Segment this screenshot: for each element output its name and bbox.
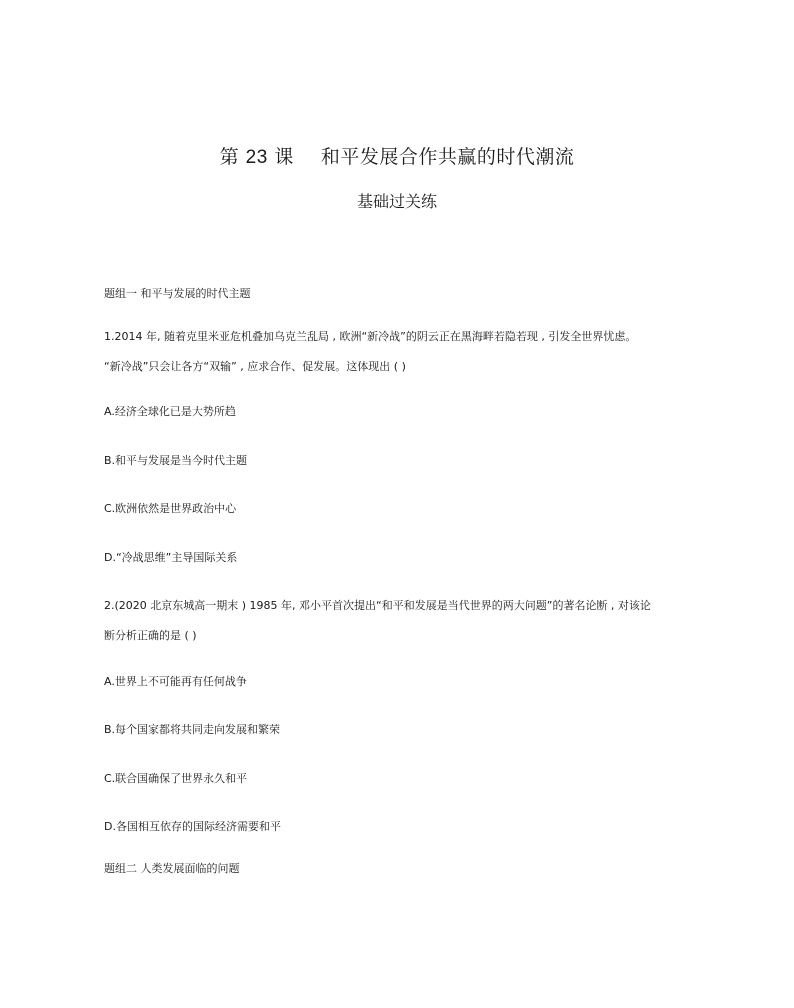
question-1-option-d: D.“冷战思维”主导国际关系 [104, 551, 238, 564]
title-prefix: 第 [219, 146, 240, 168]
question-1-option-c: C.欧洲依然是世界政治中心 [104, 502, 237, 515]
question-2-line-1: 2.(2020 北京东城高一期末 ) 1985 年, 邓小平首次提出“和平和发展是当代世界的两大问题”的著名论断 , 对该论 [104, 599, 651, 612]
question-1-line-2: “新冷战”只会让各方“双输” , 应求合作、促发展。这体现出 ( ) [104, 360, 406, 373]
question-group-2-heading: 题组二 人类发展面临的问题 [104, 862, 240, 875]
question-group-1-heading: 题组一 和平与发展的时代主题 [104, 287, 251, 300]
page-subtitle: 基础过关练 [356, 192, 437, 211]
question-2-option-c: C.联合国确保了世界永久和平 [104, 772, 248, 785]
title-main: 和平发展合作共赢的时代潮流 [320, 146, 575, 168]
title-number: 23 [245, 147, 268, 168]
page-title [0, 142, 794, 169]
question-2-line-2: 断分析正确的是 ( ) [104, 629, 197, 642]
question-1-option-b: B.和平与发展是当今时代主题 [104, 454, 248, 467]
question-2-option-b: B.每个国家都将共同走向发展和繁荣 [104, 723, 281, 736]
question-2-option-a: A.世界上不可能再有任何战争 [104, 675, 247, 688]
title-suffix: 课 [274, 146, 294, 168]
question-1-option-a: A.经济全球化已是大势所趋 [104, 405, 236, 418]
question-1-line-1: 1.2014 年, 随着克里米亚危机叠加乌克兰乱局 , 欧洲“新冷战”的阴云正在黑海畔若隐若现 , 引发全世界忧虑。 [104, 330, 637, 343]
question-2-option-d: D.各国相互依存的国际经济需要和平 [104, 820, 281, 833]
